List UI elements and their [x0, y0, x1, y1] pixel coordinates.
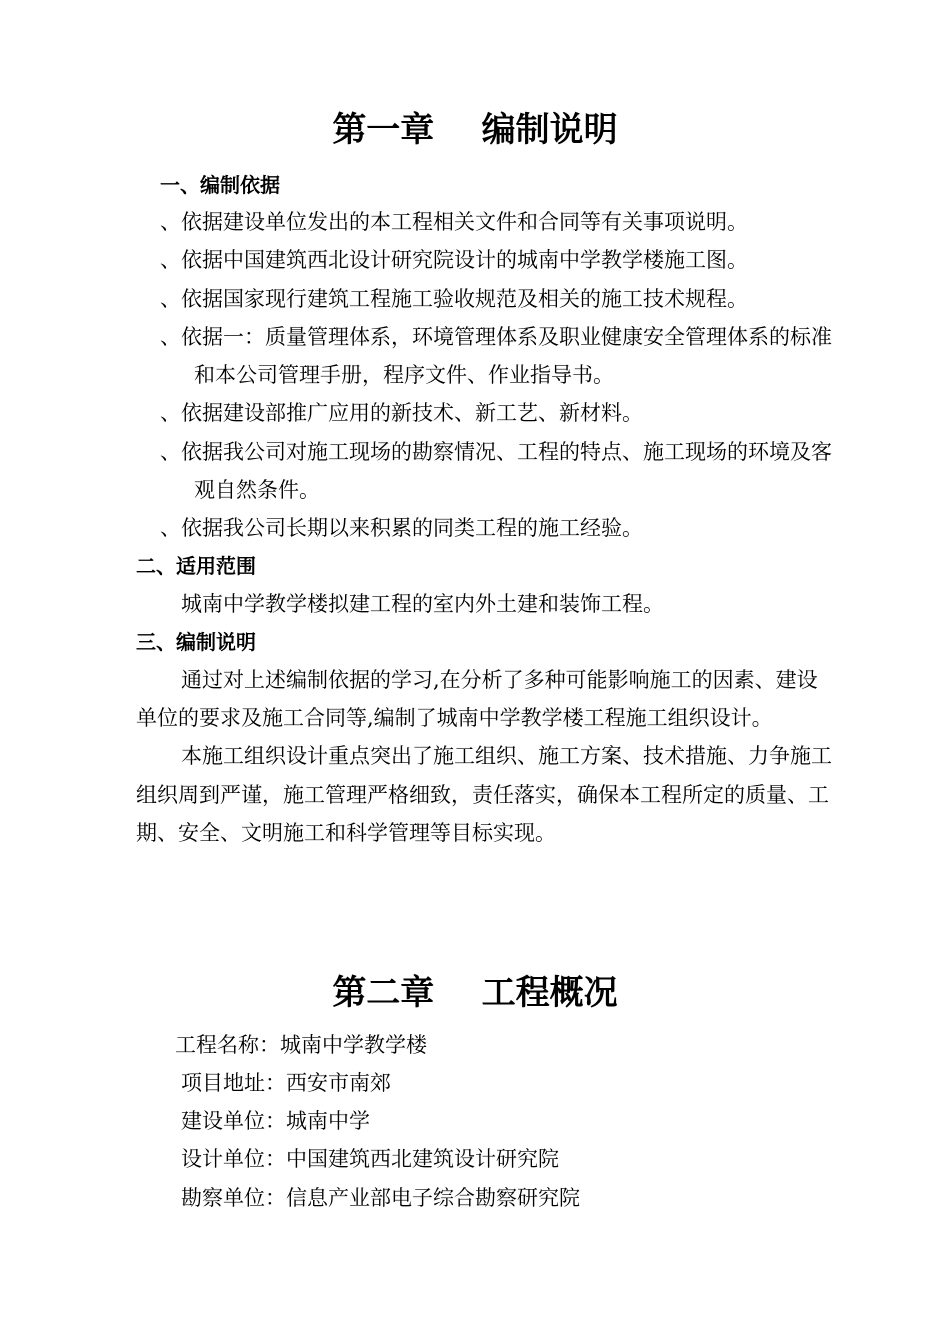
explanation-line-5: 期、安全、文明施工和科学管理等目标实现。 — [136, 821, 556, 845]
basis-item-5: 、依据建设部推广应用的新技术、新工艺、新材料。 — [160, 401, 643, 425]
explanation-line-3: 本施工组织设计重点突出了施工组织、施工方案、技术措施、力争施工 — [181, 744, 832, 768]
basis-item-4-continued: 和本公司管理手册，程序文件、作业指导书。 — [194, 363, 614, 387]
basis-item-6-continued: 观自然条件。 — [194, 478, 320, 502]
section-1-heading: 一、编制依据 — [160, 173, 280, 197]
basis-item-2: 、依据中国建筑西北设计研究院设计的城南中学教学楼施工图。 — [160, 248, 748, 272]
scope-text: 城南中学教学楼拟建工程的室内外土建和装饰工程。 — [181, 592, 664, 616]
project-address-field: 项目地址：西安市南郊 — [181, 1071, 391, 1095]
section-2-heading: 二、适用范围 — [136, 554, 256, 578]
chapter-1-title: 第一章 编制说明 — [332, 110, 618, 150]
explanation-line-1: 通过对上述编制依据的学习,在分析了多种可能影响施工的因素、建设 — [181, 668, 818, 692]
basis-item-1: 、依据建设单位发出的本工程相关文件和合同等有关事项说明。 — [160, 210, 748, 234]
section-3-heading: 三、编制说明 — [136, 630, 256, 654]
basis-item-3: 、依据国家现行建筑工程施工验收规范及相关的施工技术规程。 — [160, 287, 748, 311]
explanation-line-4: 组织周到严谨，施工管理严格细致，责任落实，确保本工程所定的质量、工 — [136, 783, 829, 807]
designer-field: 设计单位：中国建筑西北建筑设计研究院 — [181, 1147, 559, 1171]
basis-item-7: 、依据我公司长期以来积累的同类工程的施工经验。 — [160, 516, 643, 540]
client-field: 建设单位：城南中学 — [181, 1109, 370, 1133]
chapter-2-title: 第二章 工程概况 — [332, 973, 618, 1013]
basis-item-4: 、依据一：质量管理体系，环境管理体系及职业健康安全管理体系的标准 — [160, 325, 832, 349]
surveyor-field: 勘察单位：信息产业部电子综合勘察研究院 — [181, 1186, 580, 1210]
project-name-field: 工程名称：城南中学教学楼 — [175, 1033, 427, 1057]
explanation-line-2: 单位的要求及施工合同等,编制了城南中学教学楼工程施工组织设计。 — [136, 706, 773, 730]
basis-item-6: 、依据我公司对施工现场的勘察情况、工程的特点、施工现场的环境及客 — [160, 440, 832, 464]
